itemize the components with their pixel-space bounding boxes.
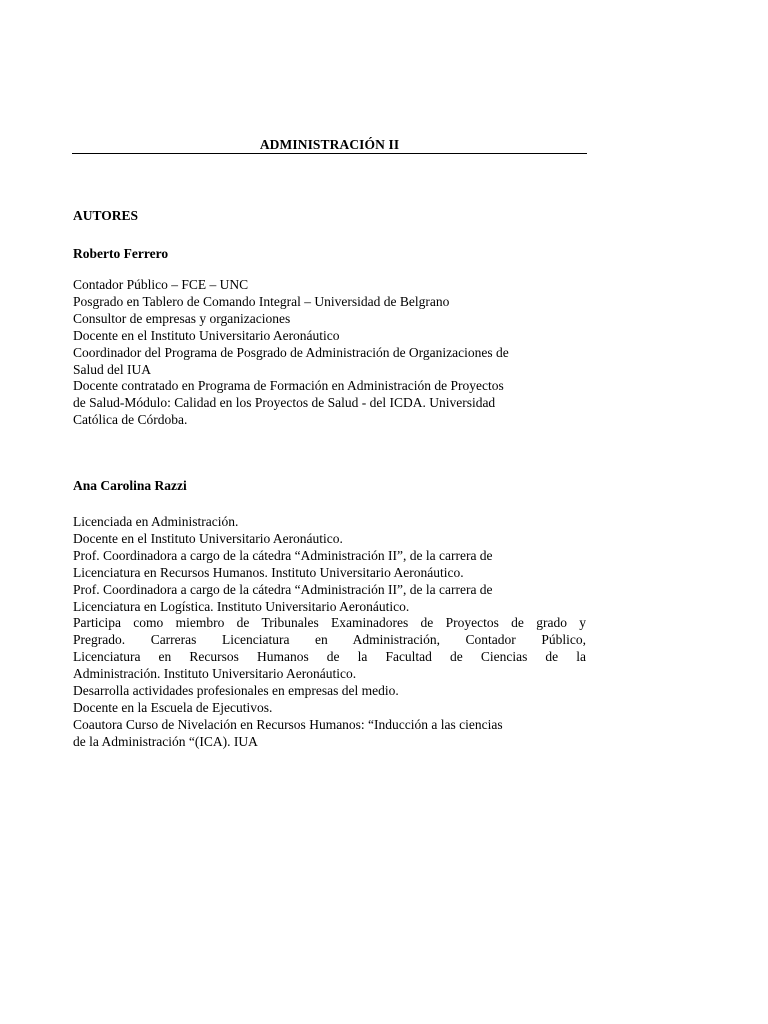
bio-line: Docente contratado en Programa de Formación en Administración de Proyectos (73, 378, 504, 394)
bio-line: Prof. Coordinadora a cargo de la cátedra “Administración II”, de la carrera de (73, 547, 493, 563)
bio-line: Participa como miembro de Tribunales Examinadores de Proyectos de grado y (73, 615, 586, 631)
bio-line: Prof. Coordinadora a cargo de la cátedra “Administración II”, de la carrera de (73, 581, 493, 597)
bio-line: Administración. Instituto Universitario Aeronáutico. (73, 666, 357, 682)
section-heading-autores: AUTORES (73, 208, 139, 223)
document-title: ADMINISTRACIÓN II (259, 137, 400, 152)
bio-line: Licenciatura en Recursos Humanos. Instituto Universitario Aeronáutico. (73, 564, 464, 580)
bio-line: Licenciatura en Recursos Humanos de la Facultad de Ciencias de la (73, 649, 586, 665)
bio-line: Católica de Córdoba. (73, 412, 188, 428)
bio-line: Consultor de empresas y organizaciones (73, 310, 291, 326)
bio-line: Docente en el Instituto Universitario Aeronáutico. (73, 530, 343, 546)
bio-line: de la Administración “(ICA). IUA (73, 733, 258, 749)
bio-line: Docente en el Instituto Universitario Aeronáutico (73, 327, 340, 343)
bio-line: Coordinador del Programa de Posgrado de Administración de Organizaciones de (73, 344, 509, 360)
bio-line: Coautora Curso de Nivelación en Recursos Humanos: “Inducción a las ciencias (73, 716, 503, 732)
bio-line: Docente en la Escuela de Ejecutivos. (73, 699, 273, 715)
author-bio (73, 514, 586, 751)
bio-line: Desarrolla actividades profesionales en empresas del medio. (73, 683, 399, 699)
author-bio (73, 277, 586, 429)
bio-line: Salud del IUA (73, 361, 151, 377)
bio-line: Pregrado. Carreras Licenciatura en Administración, Contador Público, (73, 632, 586, 648)
bio-line: Contador Público – FCE – UNC (73, 277, 249, 292)
bio-line: Licenciatura en Logística. Instituto Universitario Aeronáutico. (73, 598, 410, 614)
bio-line: Posgrado en Tablero de Comando Integral – Universidad de Belgrano (73, 293, 450, 309)
author-name: Ana Carolina Razzi (73, 478, 187, 493)
title-underline (72, 153, 587, 154)
author-name: Roberto Ferrero (73, 246, 169, 261)
bio-line: de Salud-Módulo: Calidad en los Proyectos de Salud - del ICDA. Universidad (73, 395, 496, 411)
bio-line: Licenciada en Administración. (73, 514, 239, 529)
